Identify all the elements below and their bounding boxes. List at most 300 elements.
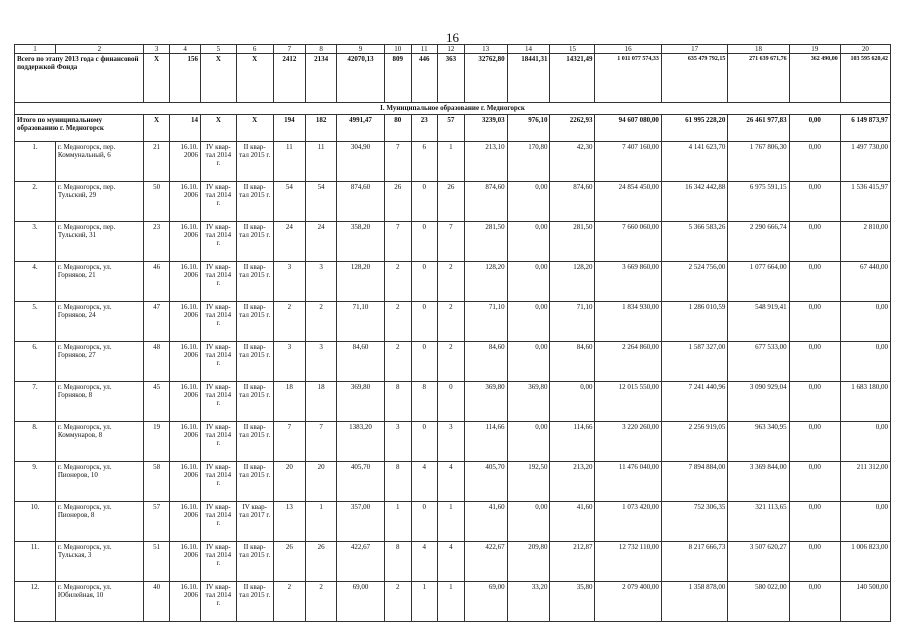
row-cell: 16.10. 2006 (170, 262, 201, 302)
row-cell: IV квар- тал 2014 г. (201, 382, 237, 422)
row-cell: 3 669 860,00 (595, 262, 661, 302)
row-cell: 18 (273, 382, 306, 422)
table-row (15, 542, 891, 582)
row-cell: 23 (143, 222, 170, 262)
row-cell: IV квар- тал 2017 г. (236, 502, 273, 542)
row-cell: 2 290 666,74 (728, 222, 789, 262)
row-cell: 16 342 442,88 (661, 182, 727, 222)
row-cell: 2 (384, 342, 411, 382)
total-cell: 271 639 671,76 (728, 54, 789, 103)
table-row (15, 342, 891, 382)
row-cell: 0 (411, 302, 438, 342)
row-cell: 752 306,35 (661, 502, 727, 542)
row-cell: 1 (438, 502, 465, 542)
column-number: 5 (201, 45, 237, 54)
row-cell: 0,00 (507, 182, 550, 222)
row-address: г. Медногорск, пер. Коммунальный, 6 (55, 142, 143, 182)
column-number: 7 (273, 45, 306, 54)
row-cell: 16.10. 2006 (170, 342, 201, 382)
row-cell: 20 (306, 462, 337, 502)
row-address: г. Медногорск, пер. Тульский, 29 (55, 182, 143, 222)
row-cell: 41,60 (464, 502, 507, 542)
row-cell: 192,50 (507, 462, 550, 502)
row-cell: 16.10. 2006 (170, 502, 201, 542)
subtotal-cell: 57 (438, 115, 465, 142)
row-cell: II квар- тал 2015 г. (236, 542, 273, 582)
total-cell: 18441,31 (507, 54, 550, 103)
row-cell: 211 312,00 (840, 462, 890, 502)
row-cell: 13 (273, 502, 306, 542)
row-cell: 7 (273, 422, 306, 462)
row-cell: 0,00 (507, 422, 550, 462)
row-cell: 54 (306, 182, 337, 222)
row-cell: 358,20 (336, 222, 384, 262)
row-cell: 16.10. 2006 (170, 382, 201, 422)
subtotal-cell: 194 (273, 115, 306, 142)
column-number: 11 (411, 45, 438, 54)
total-cell: 1 011 077 574,33 (595, 54, 661, 103)
row-cell: 874,60 (550, 182, 595, 222)
subtotal-cell: 14 (170, 115, 201, 142)
column-number: 3 (143, 45, 170, 54)
row-cell: 3 220 260,00 (595, 422, 661, 462)
row-cell: 16.10. 2006 (170, 582, 201, 622)
row-number: 1. (15, 142, 56, 182)
row-cell: 3 (438, 422, 465, 462)
row-cell: 24 (273, 222, 306, 262)
row-cell: 1 077 664,00 (728, 262, 789, 302)
row-cell: 0,00 (507, 342, 550, 382)
row-cell: 0,00 (550, 382, 595, 422)
section-title: I. Муниципальное образование г. Медногорск (15, 103, 891, 115)
row-cell: IV квар- тал 2014 г. (201, 302, 237, 342)
row-cell: 20 (273, 462, 306, 502)
row-number: 11. (15, 542, 56, 582)
row-cell: 0,00 (840, 422, 890, 462)
row-cell: 16.10. 2006 (170, 222, 201, 262)
row-cell: 71,10 (464, 302, 507, 342)
row-cell: 54 (273, 182, 306, 222)
row-cell: 281,50 (550, 222, 595, 262)
row-cell: 7 241 440,96 (661, 382, 727, 422)
subtotal-cell: 182 (306, 115, 337, 142)
row-cell: 69,00 (336, 582, 384, 622)
subtotal-label: Итого по муниципальному образованию г. Медногорск (15, 115, 144, 142)
row-cell: 16.10. 2006 (170, 302, 201, 342)
total-cell: 809 (384, 54, 411, 103)
subtotal-cell: 94 607 080,00 (595, 115, 661, 142)
row-cell: 3 090 929,04 (728, 382, 789, 422)
row-cell: IV квар- тал 2014 г. (201, 422, 237, 462)
row-cell: 7 (384, 142, 411, 182)
row-cell: 6 (411, 142, 438, 182)
row-cell: 35,80 (550, 582, 595, 622)
row-cell: 84,60 (464, 342, 507, 382)
row-cell: 3 (306, 342, 337, 382)
subtotal-cell: 3239,03 (464, 115, 507, 142)
row-address: г. Медногорск, ул. Юбилейная, 10 (55, 582, 143, 622)
row-cell: 2 (438, 262, 465, 302)
row-cell: 2 (438, 302, 465, 342)
row-cell: 369,80 (507, 382, 550, 422)
row-cell: 2 (438, 342, 465, 382)
column-number: 6 (236, 45, 273, 54)
row-cell: 0,00 (789, 502, 840, 542)
column-number: 15 (550, 45, 595, 54)
column-number: 12 (438, 45, 465, 54)
total-cell: 32762,80 (464, 54, 507, 103)
total-cell: X (236, 54, 273, 103)
row-cell: 2 (273, 582, 306, 622)
row-number: 3. (15, 222, 56, 262)
row-cell: 0 (411, 422, 438, 462)
row-cell: 369,80 (464, 382, 507, 422)
subtotal-cell: 61 995 228,20 (661, 115, 727, 142)
row-cell: 2 256 919,05 (661, 422, 727, 462)
row-cell: 0,00 (840, 342, 890, 382)
row-cell: 2 (384, 302, 411, 342)
row-cell: 4 141 623,70 (661, 142, 727, 182)
total-cell: 635 479 792,15 (661, 54, 727, 103)
row-cell: IV квар- тал 2014 г. (201, 182, 237, 222)
row-cell: 6 975 591,15 (728, 182, 789, 222)
row-cell: 0 (411, 262, 438, 302)
row-cell: 213,20 (550, 462, 595, 502)
row-cell: 7 (438, 222, 465, 262)
row-address: г. Медногорск, ул. Горняков, 24 (55, 302, 143, 342)
row-cell: 11 (273, 142, 306, 182)
row-cell: 3 (273, 342, 306, 382)
row-cell: II квар- тал 2015 г. (236, 422, 273, 462)
row-cell: 0,00 (507, 262, 550, 302)
row-cell: 1 767 806,30 (728, 142, 789, 182)
row-cell: 2 810,00 (840, 222, 890, 262)
row-cell: 71,10 (336, 302, 384, 342)
row-cell: 24 (306, 222, 337, 262)
row-cell: 0,00 (789, 182, 840, 222)
row-cell: 69,00 (464, 582, 507, 622)
row-number: 5. (15, 302, 56, 342)
row-cell: II квар- тал 2015 г. (236, 342, 273, 382)
row-cell: 874,60 (464, 182, 507, 222)
row-cell: 963 340,95 (728, 422, 789, 462)
table-row (15, 502, 891, 542)
row-cell: 42,30 (550, 142, 595, 182)
column-number: 20 (840, 45, 890, 54)
row-cell: 1 (306, 502, 337, 542)
row-cell: 114,66 (550, 422, 595, 462)
subtotal-cell: 4991,47 (336, 115, 384, 142)
row-cell: 304,90 (336, 142, 384, 182)
total-cell: X (143, 54, 170, 103)
row-address: г. Медногорск, ул. Пионеров, 10 (55, 462, 143, 502)
row-cell: II квар- тал 2015 г. (236, 382, 273, 422)
row-cell: II квар- тал 2015 г. (236, 182, 273, 222)
row-cell: 71,10 (550, 302, 595, 342)
row-cell: 4 (411, 462, 438, 502)
row-cell: 26 (384, 182, 411, 222)
row-cell: 114,66 (464, 422, 507, 462)
row-cell: 21 (143, 142, 170, 182)
row-cell: 0 (411, 182, 438, 222)
row-cell: 84,60 (550, 342, 595, 382)
column-number-row (15, 45, 891, 54)
row-cell: 48 (143, 342, 170, 382)
table-row (15, 582, 891, 622)
row-cell: 4 (438, 462, 465, 502)
table-row (15, 302, 891, 342)
row-cell: IV квар- тал 2014 г. (201, 502, 237, 542)
row-number: 8. (15, 422, 56, 462)
row-cell: 8 (384, 462, 411, 502)
row-cell: II квар- тал 2015 г. (236, 262, 273, 302)
row-number: 10. (15, 502, 56, 542)
subtotal-cell: 0,00 (789, 115, 840, 142)
table-row (15, 262, 891, 302)
row-address: г. Медногорск, ул. Горняков, 21 (55, 262, 143, 302)
column-number: 1 (15, 45, 56, 54)
column-number: 4 (170, 45, 201, 54)
row-cell: 0 (411, 222, 438, 262)
row-cell: 26 (438, 182, 465, 222)
row-cell: 40 (143, 582, 170, 622)
table-row (15, 462, 891, 502)
row-cell: 7 (384, 222, 411, 262)
row-cell: 1 286 010,59 (661, 302, 727, 342)
row-cell: 405,70 (336, 462, 384, 502)
total-cell: X (201, 54, 237, 103)
total-cell: 42070,13 (336, 54, 384, 103)
column-number: 19 (789, 45, 840, 54)
row-number: 2. (15, 182, 56, 222)
column-number: 9 (336, 45, 384, 54)
row-cell: 1 536 415,97 (840, 182, 890, 222)
row-cell: 0,00 (507, 502, 550, 542)
row-cell: 2 (306, 582, 337, 622)
page-number: 16 (446, 30, 459, 45)
row-cell: 11 (306, 142, 337, 182)
row-cell: 50 (143, 182, 170, 222)
total-cell: 103 595 620,42 (840, 54, 890, 103)
row-cell: 3 (306, 262, 337, 302)
row-cell: 0,00 (789, 462, 840, 502)
row-cell: 26 (273, 542, 306, 582)
row-cell: 0,00 (789, 542, 840, 582)
row-cell: 0,00 (789, 222, 840, 262)
row-cell: 128,20 (464, 262, 507, 302)
row-cell: II квар- тал 2015 г. (236, 462, 273, 502)
subtotal-cell: X (236, 115, 273, 142)
row-cell: 4 (438, 542, 465, 582)
row-cell: 16.10. 2006 (170, 422, 201, 462)
row-cell: 170,80 (507, 142, 550, 182)
column-number: 16 (595, 45, 661, 54)
row-cell: 357,00 (336, 502, 384, 542)
row-cell: 51 (143, 542, 170, 582)
table-row (15, 382, 891, 422)
row-cell: 1 (411, 582, 438, 622)
row-cell: 212,87 (550, 542, 595, 582)
row-cell: IV квар- тал 2014 г. (201, 262, 237, 302)
row-cell: 1 497 730,00 (840, 142, 890, 182)
row-cell: 2 264 860,00 (595, 342, 661, 382)
row-cell: 0,00 (789, 582, 840, 622)
total-row (15, 54, 891, 103)
column-number: 18 (728, 45, 789, 54)
row-cell: 281,50 (464, 222, 507, 262)
row-cell: 1 073 420,00 (595, 502, 661, 542)
row-cell: 3 507 620,27 (728, 542, 789, 582)
housing-register-table (14, 44, 891, 622)
column-number: 17 (661, 45, 727, 54)
subtotal-cell: 26 461 977,83 (728, 115, 789, 142)
row-cell: 0,00 (789, 422, 840, 462)
row-cell: 1 834 930,00 (595, 302, 661, 342)
row-cell: II квар- тал 2015 г. (236, 582, 273, 622)
row-cell: IV квар- тал 2014 г. (201, 462, 237, 502)
row-address: г. Медногорск, ул. Горняков, 8 (55, 382, 143, 422)
row-cell: 1 (384, 502, 411, 542)
row-cell: 3 369 844,00 (728, 462, 789, 502)
row-cell: 874,60 (336, 182, 384, 222)
row-cell: 1 587 327,00 (661, 342, 727, 382)
row-cell: 128,20 (336, 262, 384, 302)
subtotal-cell: X (201, 115, 237, 142)
row-cell: 16.10. 2006 (170, 462, 201, 502)
total-cell: 2134 (306, 54, 337, 103)
row-cell: 16.10. 2006 (170, 142, 201, 182)
row-cell: 7 894 884,00 (661, 462, 727, 502)
row-cell: 8 (384, 382, 411, 422)
subtotal-cell: 80 (384, 115, 411, 142)
row-cell: 33,20 (507, 582, 550, 622)
row-cell: 26 (306, 542, 337, 582)
row-cell: IV квар- тал 2014 г. (201, 142, 237, 182)
row-cell: 12 015 550,00 (595, 382, 661, 422)
row-cell: 1 358 878,00 (661, 582, 727, 622)
row-cell: 3 (273, 262, 306, 302)
subtotal-cell: 2262,93 (550, 115, 595, 142)
row-cell: 7 660 060,00 (595, 222, 661, 262)
total-cell: 446 (411, 54, 438, 103)
subtotal-row (15, 115, 891, 142)
row-cell: 8 217 666,73 (661, 542, 727, 582)
row-number: 7. (15, 382, 56, 422)
row-cell: 0,00 (507, 302, 550, 342)
total-cell: 156 (170, 54, 201, 103)
row-cell: 422,67 (464, 542, 507, 582)
row-cell: 369,80 (336, 382, 384, 422)
row-cell: 0,00 (789, 142, 840, 182)
table-row (15, 182, 891, 222)
row-cell: 140 500,00 (840, 582, 890, 622)
column-number: 10 (384, 45, 411, 54)
total-cell: 362 490,00 (789, 54, 840, 103)
row-cell: 405,70 (464, 462, 507, 502)
row-cell: 57 (143, 502, 170, 542)
row-cell: 41,60 (550, 502, 595, 542)
row-cell: 321 113,65 (728, 502, 789, 542)
row-cell: 45 (143, 382, 170, 422)
row-cell: 1383,20 (336, 422, 384, 462)
row-cell: 422,67 (336, 542, 384, 582)
row-cell: 3 (384, 422, 411, 462)
row-cell: 0 (411, 502, 438, 542)
row-cell: 0,00 (789, 262, 840, 302)
row-cell: 0,00 (789, 382, 840, 422)
row-number: 6. (15, 342, 56, 382)
row-cell: 84,60 (336, 342, 384, 382)
subtotal-cell: 6 149 873,97 (840, 115, 890, 142)
row-cell: 0,00 (789, 302, 840, 342)
row-cell: II квар- тал 2015 г. (236, 142, 273, 182)
column-number: 2 (55, 45, 143, 54)
column-number: 8 (306, 45, 337, 54)
row-number: 12. (15, 582, 56, 622)
row-cell: 8 (384, 542, 411, 582)
total-label: Всего по этапу 2013 года с финансовой поддержкой Фонда (15, 54, 144, 103)
row-cell: 12 732 110,00 (595, 542, 661, 582)
section-row (15, 103, 891, 115)
row-cell: 0 (411, 342, 438, 382)
row-cell: 209,80 (507, 542, 550, 582)
row-cell: 2 079 400,00 (595, 582, 661, 622)
total-cell: 14321,49 (550, 54, 595, 103)
row-cell: 677 533,00 (728, 342, 789, 382)
row-cell: 47 (143, 302, 170, 342)
row-cell: 0,00 (840, 502, 890, 542)
row-cell: 24 854 450,00 (595, 182, 661, 222)
row-cell: 4 (411, 542, 438, 582)
row-cell: 7 407 160,00 (595, 142, 661, 182)
row-cell: 5 366 583,26 (661, 222, 727, 262)
table-row (15, 422, 891, 462)
row-address: г. Медногорск, ул. Горняков, 27 (55, 342, 143, 382)
row-cell: 548 919,41 (728, 302, 789, 342)
row-cell: 2 524 756,00 (661, 262, 727, 302)
row-cell: 2 (273, 302, 306, 342)
row-cell: IV квар- тал 2014 г. (201, 582, 237, 622)
subtotal-cell: X (143, 115, 170, 142)
row-address: г. Медногорск, пер. Тульский, 31 (55, 222, 143, 262)
row-cell: 16.10. 2006 (170, 542, 201, 582)
row-cell: 0,00 (789, 342, 840, 382)
row-cell: 46 (143, 262, 170, 302)
row-cell: 0,00 (507, 222, 550, 262)
row-cell: 2 (384, 582, 411, 622)
row-address: г. Медногорск, ул. Тульская, 3 (55, 542, 143, 582)
row-cell: 19 (143, 422, 170, 462)
table-row (15, 142, 891, 182)
row-cell: 18 (306, 382, 337, 422)
row-number: 4. (15, 262, 56, 302)
total-cell: 2412 (273, 54, 306, 103)
row-cell: IV квар- тал 2014 г. (201, 222, 237, 262)
subtotal-cell: 976,10 (507, 115, 550, 142)
row-cell: 213,10 (464, 142, 507, 182)
row-cell: 11 476 040,00 (595, 462, 661, 502)
row-cell: 1 (438, 142, 465, 182)
row-cell: 7 (306, 422, 337, 462)
total-cell: 363 (438, 54, 465, 103)
row-cell: 67 440,00 (840, 262, 890, 302)
row-cell: IV квар- тал 2014 г. (201, 542, 237, 582)
column-number: 14 (507, 45, 550, 54)
row-cell: 2 (384, 262, 411, 302)
row-cell: II квар- тал 2015 г. (236, 302, 273, 342)
subtotal-cell: 23 (411, 115, 438, 142)
row-cell: 58 (143, 462, 170, 502)
